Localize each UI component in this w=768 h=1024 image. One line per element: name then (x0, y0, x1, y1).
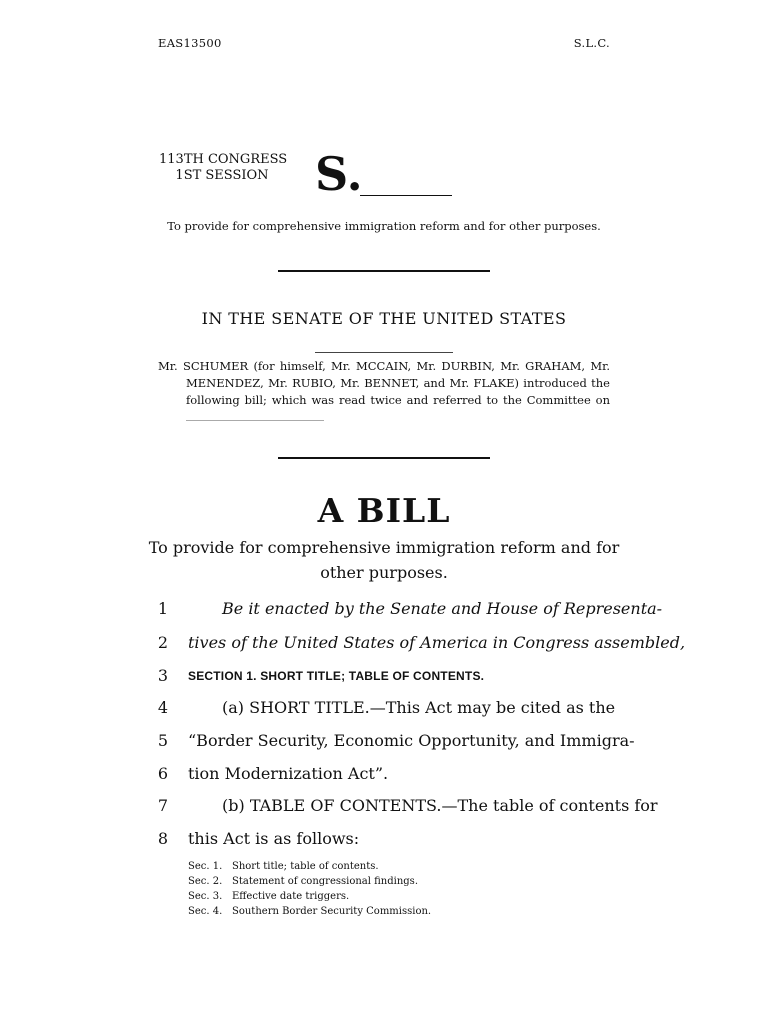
toc-section-title: Effective date triggers. (232, 891, 350, 902)
line-number: 3 (157, 666, 169, 685)
divider-rule (278, 457, 490, 459)
section-heading: SECTION 1. SHORT TITLE; TABLE OF CONTENTS. (188, 669, 485, 683)
sponsors-line: following bill; which was read twice and referred to the Committee on (186, 393, 610, 407)
toc-section-number: Sec. 2. (188, 876, 223, 887)
enacting-clause-line: Be it enacted by the Senate and House of Representa- (222, 599, 663, 618)
body-text-line: this Act is as follows: (188, 829, 360, 848)
body-text-line: (b) TABLE OF CONTENTS.—The table of contents for (222, 796, 658, 815)
toc-section-title: Short title; table of contents. (232, 861, 379, 872)
line-number: 8 (157, 829, 169, 848)
chamber-heading: IN THE SENATE OF THE UNITED STATES (201, 309, 567, 328)
toc-section-number: Sec. 4. (188, 906, 223, 917)
session-label: 1ST SESSION (175, 168, 269, 183)
toc-section-title: Statement of congressional findings. (232, 876, 418, 887)
toc-row (188, 874, 431, 889)
body-text-line: tion Modernization Act”. (188, 764, 389, 783)
thin-divider (315, 352, 453, 353)
slc-label: S.L.C. (573, 36, 610, 50)
line-number: 7 (157, 796, 169, 815)
line-number: 2 (157, 633, 169, 652)
toc-section-number: Sec. 3. (188, 891, 223, 902)
toc-row (188, 904, 431, 919)
document-code: EAS13500 (158, 36, 222, 50)
line-number: 5 (157, 731, 169, 750)
toc-section-number: Sec. 1. (188, 861, 223, 872)
congress-session-block (159, 152, 288, 184)
line-number: 6 (157, 764, 169, 783)
committee-blank-line (186, 420, 324, 421)
toc-section-title: Southern Border Security Commission. (232, 906, 432, 917)
sponsors-line: Mr. SCHUMER (for himself, Mr. MCCAIN, Mr. DURBIN, Mr. GRAHAM, Mr. (158, 359, 610, 373)
body-text-line: “Border Security, Economic Opportunity, and Immigra- (188, 731, 635, 750)
toc-row (188, 889, 431, 904)
long-title-line: To provide for comprehensive immigration reform and for (148, 538, 620, 557)
bill-number: S. (315, 147, 363, 201)
sponsors-paragraph (158, 358, 610, 409)
bill-number-blank-line (360, 195, 452, 196)
long-title-line: other purposes. (320, 563, 448, 582)
line-number: 1 (157, 599, 169, 618)
enacting-clause-line: tives of the United States of America in Congress assembled, (188, 633, 686, 652)
divider-rule (278, 270, 490, 272)
short-purpose: To provide for comprehensive immigration reform and for other purposes. (167, 219, 601, 233)
line-number: 4 (157, 698, 169, 717)
body-text-line: (a) SHORT TITLE.—This Act may be cited as the (222, 698, 616, 717)
congress-label: 113TH CONGRESS (159, 152, 288, 167)
table-of-contents (188, 859, 431, 919)
sponsors-line: MENENDEZ, Mr. RUBIO, Mr. BENNET, and Mr. FLAKE) introduced the (186, 376, 610, 390)
toc-row (188, 859, 431, 874)
bill-heading: A BILL (317, 491, 451, 530)
